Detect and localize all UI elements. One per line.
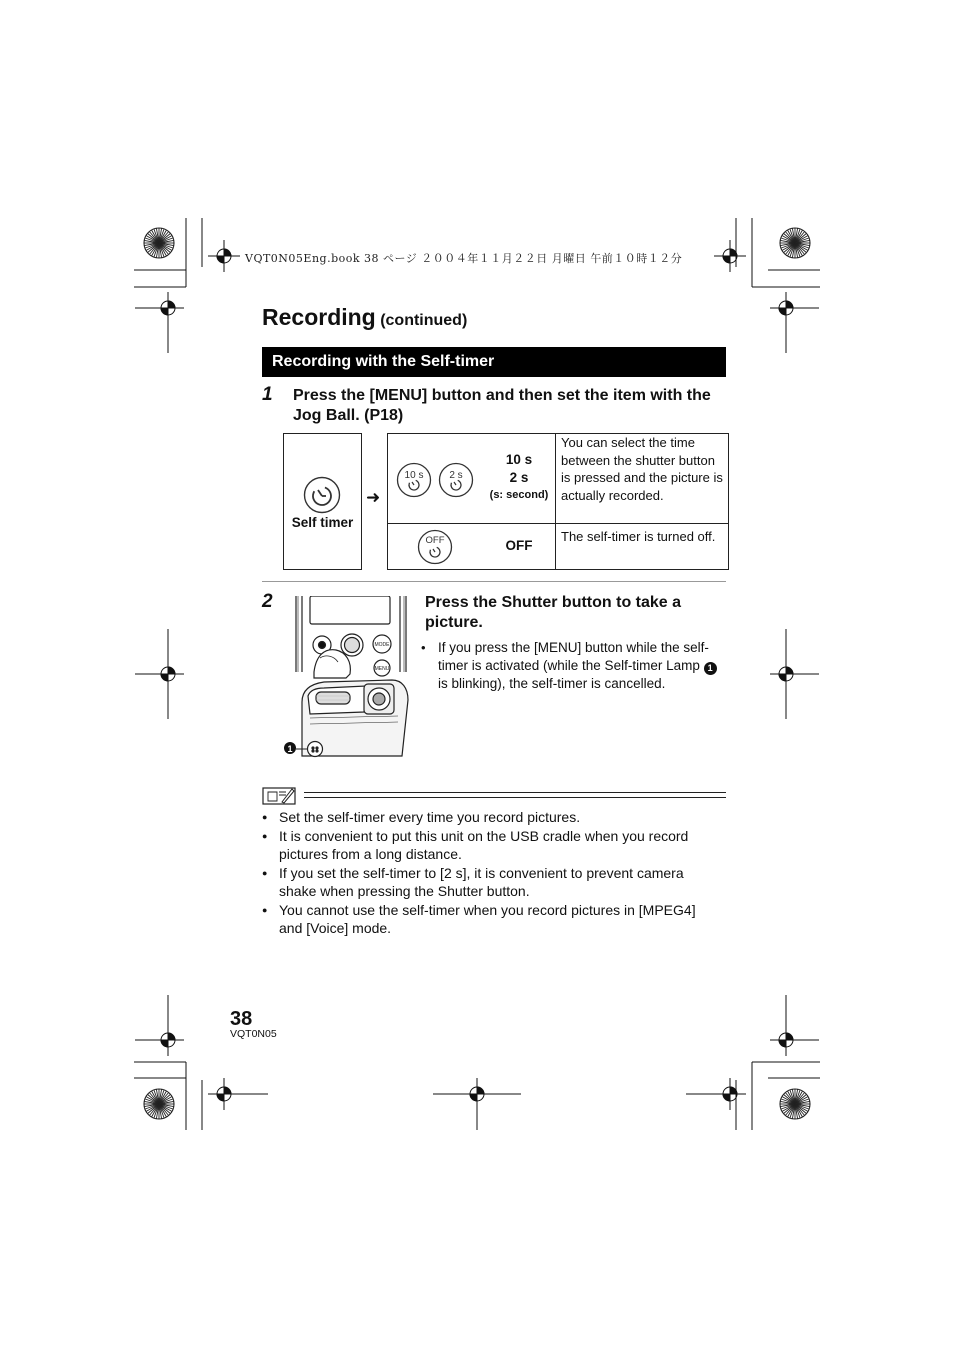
divider (262, 581, 726, 582)
list-item: ● If you set the self-timer to [2 s], it is convenient to prevent camera shake when pressing the Shutter button. (262, 864, 722, 901)
model-code: VQT0N05 (230, 1028, 277, 1040)
step-2-number: 2 (262, 591, 273, 612)
option-10s-label: 10 s (505, 452, 533, 467)
timer-2s-icon-text: 2 s (449, 470, 463, 481)
note-icon (262, 786, 296, 806)
list-item: ● It is convenient to put this unit on the USB cradle when you record pictures from a long distance. (262, 827, 722, 864)
page-title-main: Recording (262, 304, 376, 330)
option-off-label: OFF (505, 538, 533, 553)
mode-button-label: MODE (374, 642, 390, 648)
camera-illustration (280, 596, 412, 760)
timer-2s-icon (438, 462, 474, 498)
table-row-timer-options (388, 434, 555, 523)
step-1-number: 1 (262, 384, 273, 405)
list-item: ● Set the self-timer every time you record pictures. (262, 808, 722, 827)
list-item: • If you press the [MENU] button while the self-timer is activated (while the Self-timer Lamp 1 is blinking), the self-timer is cancelled. (421, 639, 726, 692)
option-2s-label: 2 s (509, 470, 529, 485)
timer-10s-icon-text: 10 s (404, 470, 424, 481)
timer-10s-icon (396, 462, 432, 498)
unit-note: (s: second) (489, 489, 549, 501)
page-number: 38 (230, 1008, 253, 1030)
step-1-text: Press the [MENU] button and then set the item with the Jog Ball. (P18) (293, 387, 711, 424)
timer-off-icon (417, 529, 453, 565)
self-timer-icon (303, 476, 341, 514)
section-title-bar: Recording with the Self-timer (262, 347, 726, 377)
options-table (387, 433, 729, 570)
menu-item-label: Self timer (291, 515, 354, 530)
page-title (262, 304, 467, 331)
print-info-line: VQT0N05Eng.book 38 ページ ２００４年１１月２２日 月曜日 午前１０時１２分 (245, 252, 683, 265)
step-2-text: Press the Shutter button to take a picture. (425, 594, 682, 631)
arrow-right-icon: ➜ (366, 488, 381, 507)
timer-off-icon-text: OFF (425, 535, 445, 546)
menu-item-box (283, 433, 362, 570)
list-item: ● You cannot use the self-timer when you record pictures in [MPEG4] and [Voice] mode. (262, 901, 722, 938)
callout-1: 1 (287, 744, 293, 754)
notes-list (262, 808, 722, 938)
option-timer-description: You can select the time between the shutter button is pressed and the picture is actually recorded. (561, 435, 723, 503)
table-row-off (388, 524, 555, 570)
menu-button-label: MENU (374, 666, 390, 672)
page-title-suffix: (continued) (380, 312, 468, 329)
callout-1-inline: 1 (704, 662, 717, 675)
option-off-description: The self-timer is turned off. (561, 529, 716, 544)
step-2-bullets (421, 639, 726, 692)
